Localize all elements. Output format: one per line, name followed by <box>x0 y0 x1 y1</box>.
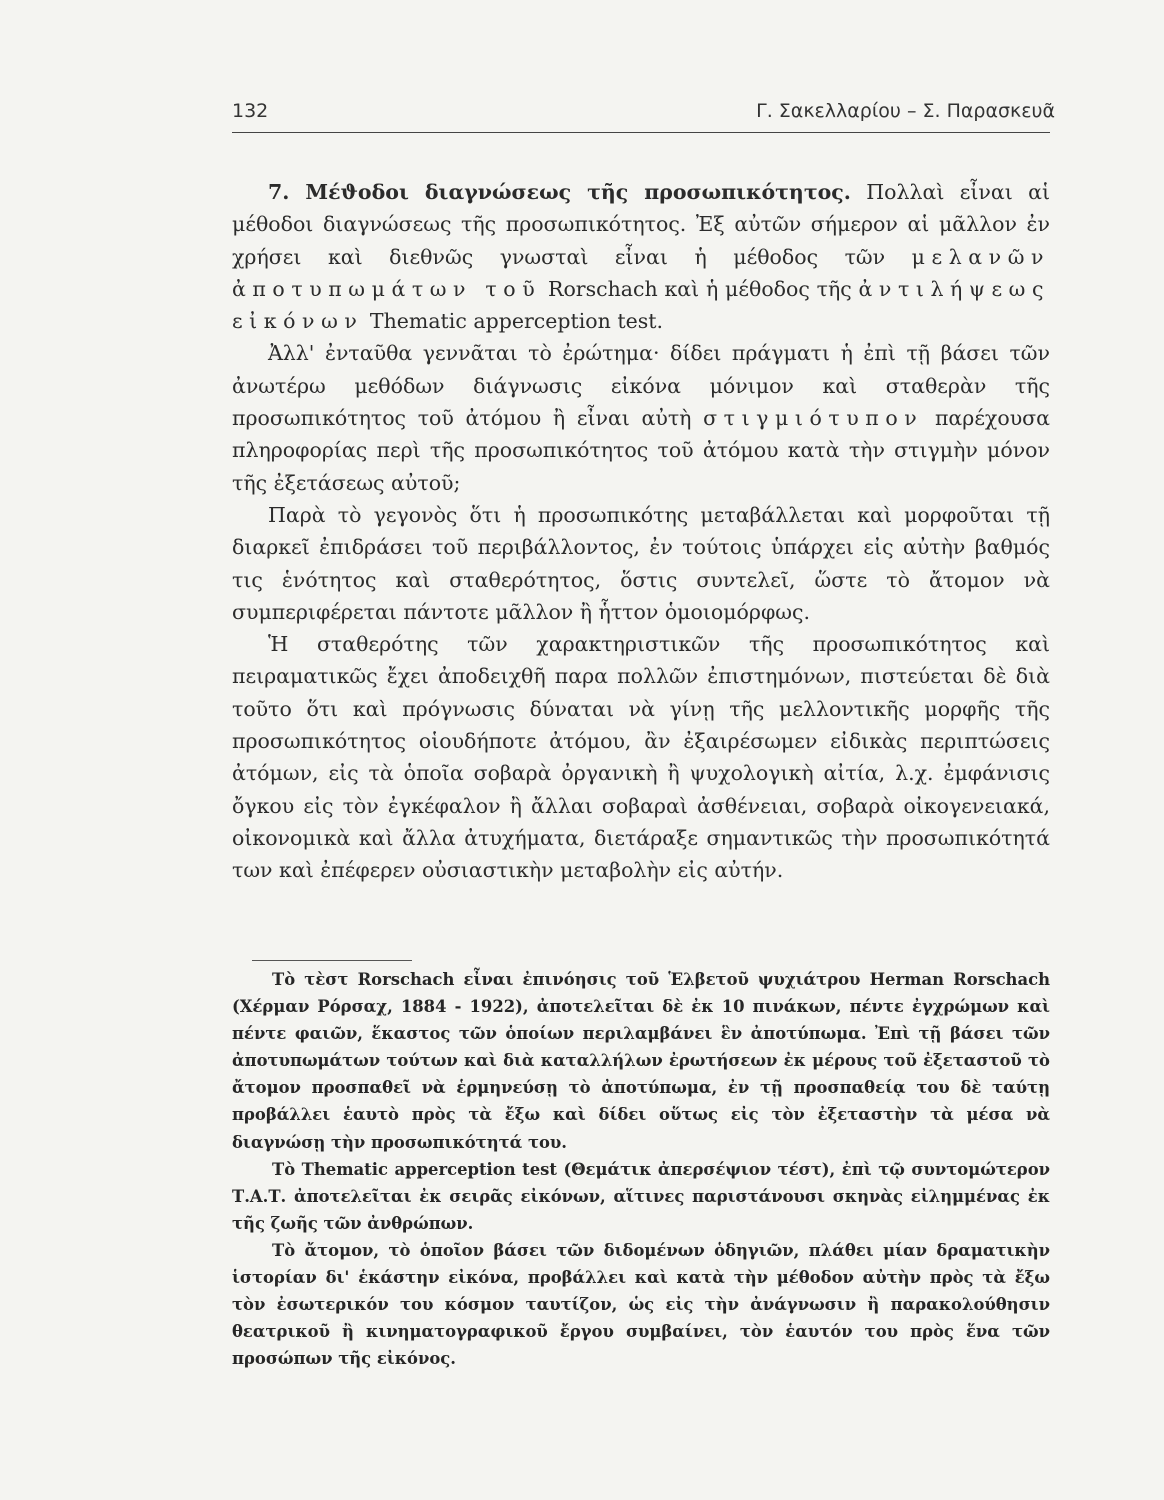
footnotes <box>232 966 1050 1372</box>
paragraph-4: Ἡ σταθερότης τῶν χαρακτηριστικῶν τῆς προσωπικότητος καὶ πειραματικῶς ἔχει ἀποδειχθῆ παρα πολλῶν ἐπιστημόνων, πιστεύεται δὲ διὰ τοῦτο ὅτι καὶ πρόγνωσις δύναται νὰ γίνῃ τῆς μελλοντικῆς μορφῆς τῆς προσωπικότητος οἱουδήποτε ἀτόμου, ἂν ἐξαιρέσωμεν εἰδικὰς περιπτώσεις ἀτόμων, εἰς τὰ ὁποῖα σοβαρὰ ὀργανικὴ ἢ ψυχολογικὴ αἰτία, λ.χ. ἐμφάνισις ὄγκου εἰς τὸν ἐγκέφαλον ἢ ἄλλαι σοβαραὶ ἀσθένειαι, σοβαρὰ οἰκογενειακά, οἰκονομικὰ καὶ ἄλλα ἀτυχήματα, διετάραξε σημαντικῶς τὴν προσωπικότητά των καὶ ἐπέφερεν οὐσιαστικὴν μεταβολὴν εἰς αὐτήν. <box>232 632 1050 883</box>
page-header <box>232 100 1055 136</box>
main-text <box>232 176 1050 887</box>
paragraph-3: Παρὰ τὸ γεγονὸς ὅτι ἡ προσωπικότης μεταβάλλεται καὶ μορφοῦται τῇ διαρκεῖ ἐπιδράσει τοῦ περιβάλλοντος, ἐν τούτοις ὑπάρχει εἰς αὐτὴν βαθμός τις ἑνότητος καὶ σταθερότητος, ὅστις συντελεῖ, ὥστε τὸ ἄτομον νὰ συμπεριφέρεται πάντοτε μᾶλλον ἢ ἧττον ὁμοιομόρφως. <box>232 502 1050 624</box>
text-run: παρέχουσα πληροφορίας περὶ τῆς προσωπικότητος τοῦ ἀτόμου κατὰ τὴν στιγμὴν μόνον τῆς ἐξετάσεως αὐτοῦ; <box>232 406 1050 495</box>
paragraph-1 <box>232 176 1050 337</box>
footnote-2: Τὸ Thematic apperception test (Θεμάτικ ἀπερσέψιον τέστ), ἐπὶ τῷ συντομώτερον Τ.Α.Τ. ἀποτελεῖται ἐκ σειρᾶς εἰκόνων, αἵτινες παριστάνουσι σκηνὰς εἰλημμένας ἐκ τῆς ζωῆς τῶν ἀνθρώπων. <box>232 1159 1050 1233</box>
text-run: Πολλαὶ εἶναι αἱ μέθοδοι διαγνώσεως τῆς προσωπικότητος. Ἐξ αὐτῶν σήμερον αἱ μᾶλλον ἐν χρήσει καὶ διεθνῶς γνωσταὶ εἶναι ἡ μέθοδος τῶν <box>232 180 1050 269</box>
paragraph-2 <box>232 337 1050 498</box>
spaced-text: μελανῶν ἀποτυπωμάτων τοῦ <box>232 244 1050 301</box>
section-heading: 7. Μέϑοδοι διαγνώσεως τῆς προσωπικότητος. <box>268 180 851 204</box>
text-run: Rorschach καὶ ἡ μέθοδος τῆς <box>541 276 859 301</box>
text-run: Ἀλλ' ἐνταῦθα γεννᾶται τὸ ἐρώτημα· δίδει πράγματι ἡ ἐπὶ τῇ βάσει τῶν ἀνωτέρω μεθόδων διάγνωσις εἰκόνα μόνιμον καὶ σταθερὰν τῆς προσωπικότητος τοῦ ἀτόμου ἢ εἶναι αὐτὴ <box>232 341 1050 431</box>
footnote-rule <box>252 960 412 961</box>
spaced-text: στιγμιότυπον <box>703 406 924 431</box>
header-rule <box>232 132 1050 133</box>
text-run: Thematic apperception test. <box>363 309 663 334</box>
running-head: Γ. Σακελλαρίου – Σ. Παρασκευᾶ <box>756 100 1055 122</box>
footnote-3: Τὸ ἄτομον, τὸ ὁποῖον βάσει τῶν διδομένων ὁδηγιῶν, πλάθει μίαν δραματικὴν ἱστορίαν δι' ἑκάστην εἰκόνα, προβάλλει καὶ κατὰ τὴν μέθοδον αὐτὴν πρὸς τὰ ἔξω τὸν ἐσωτερικόν του κόσμον ταυτίζον, ὡς εἰς τὴν ἀνάγνωσιν ἢ παρακολούθησιν θεατρικοῦ ἢ κινηματογραφικοῦ ἔργου συμβαίνει, τὸν ἑαυτόν του πρὸς ἕνα τῶν προσώπων τῆς εἰκόνος. <box>232 1240 1050 1369</box>
spaced-text: ἀντιλήψεως εἰκόνων <box>232 276 1050 334</box>
footnote-1: Τὸ τὲστ Rorschach εἶναι ἐπινόησις τοῦ Ἑλβετοῦ ψυχιάτρου Herman Rorschach (Χέρμαν Ρόρσαχ, 1884 - 1922), ἀποτελεῖται δὲ ἐκ 10 πινάκων, πέντε ἐγχρώμων καὶ πέντε φαιῶν, ἕκαστος τῶν ὁποίων περιλαμβάνει ἓν ἀποτύπωμα. Ἐπὶ τῇ βάσει τῶν ἀποτυπωμάτων τούτων καὶ διὰ καταλλήλων ἐρωτήσεων ἐκ μέρους τοῦ ἐξεταστοῦ τὸ ἄτομον προσπαθεῖ νὰ ἑρμηνεύσῃ τὸ ἀποτύπωμα, ἐν τῇ προσπαθείᾳ του δὲ ταύτῃ προβάλλει ἑαυτὸ πρὸς τὰ ἔξω καὶ δίδει οὕτως εἰς τὸν ἐξεταστὴν τὰ μέσα νὰ διαγνώσῃ τὴν προσωπικότητά του. <box>232 970 1050 1152</box>
page-number: 132 <box>232 100 269 122</box>
